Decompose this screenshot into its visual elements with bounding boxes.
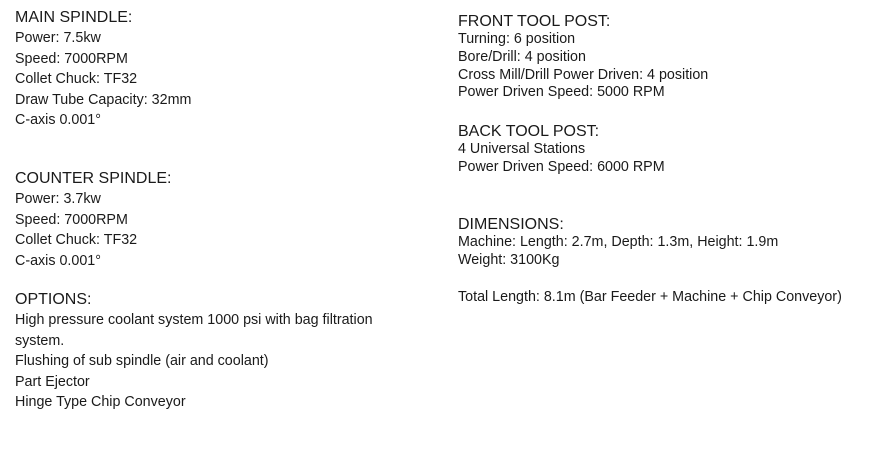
main-spindle-speed: Speed: 7000RPM	[15, 50, 128, 67]
dimensions-heading: DIMENSIONS:	[458, 216, 564, 233]
back-tool-post-stations: 4 Universal Stations	[458, 141, 586, 157]
counter-spindle-c-axis: C-axis 0.001°	[15, 252, 101, 269]
total-length: Total Length: 8.1m (Bar Feeder + Machine + Chip Conveyor)	[458, 289, 842, 305]
back-tool-post-heading: BACK TOOL POST:	[458, 123, 600, 140]
counter-spindle-speed: Speed: 7000RPM	[15, 211, 128, 228]
front-tool-post-turning: Turning: 6 position	[458, 31, 576, 47]
options-heading: OPTIONS:	[15, 291, 92, 308]
options-flushing: Flushing of sub spindle (air and coolant)	[15, 353, 269, 369]
main-spindle-draw-tube: Draw Tube Capacity: 32mm	[15, 91, 192, 108]
options-section	[15, 290, 395, 413]
main-spindle-power: Power: 7.5kw	[15, 30, 101, 46]
front-tool-post-bore-drill: Bore/Drill: 4 position	[458, 48, 586, 65]
back-tool-post-section	[458, 122, 868, 177]
front-tool-post-cross-mill: Cross Mill/Drill Power Driven: 4 position	[458, 66, 709, 83]
options-part-ejector: Part Ejector	[15, 373, 90, 390]
front-tool-post-heading: FRONT TOOL POST:	[458, 13, 611, 30]
front-tool-post-power-speed: Power Driven Speed: 5000 RPM	[458, 84, 665, 101]
front-tool-post-section	[458, 12, 868, 102]
main-spindle-collet-chuck: Collet Chuck: TF32	[15, 71, 138, 87]
counter-spindle-collet-chuck: Collet Chuck: TF32	[15, 232, 138, 248]
dimensions-machine: Machine: Length: 2.7m, Depth: 1.3m, Height: 1.9m	[458, 234, 779, 250]
back-tool-post-power-speed: Power Driven Speed: 6000 RPM	[458, 158, 665, 175]
main-spindle-section	[15, 8, 435, 131]
dimensions-weight: Weight: 3100Kg	[458, 251, 560, 268]
counter-spindle-power: Power: 3.7kw	[15, 191, 101, 207]
counter-spindle-section	[15, 169, 435, 271]
dimensions-section	[458, 215, 868, 270]
total-length-section	[458, 289, 868, 307]
counter-spindle-heading: COUNTER SPINDLE:	[15, 170, 172, 187]
options-coolant-system: High pressure coolant system 1000 psi with bag filtration system.	[15, 312, 373, 349]
main-spindle-heading: MAIN SPINDLE:	[15, 9, 133, 26]
main-spindle-c-axis: C-axis 0.001°	[15, 112, 101, 128]
options-chip-conveyor: Hinge Type Chip Conveyor	[15, 394, 186, 410]
